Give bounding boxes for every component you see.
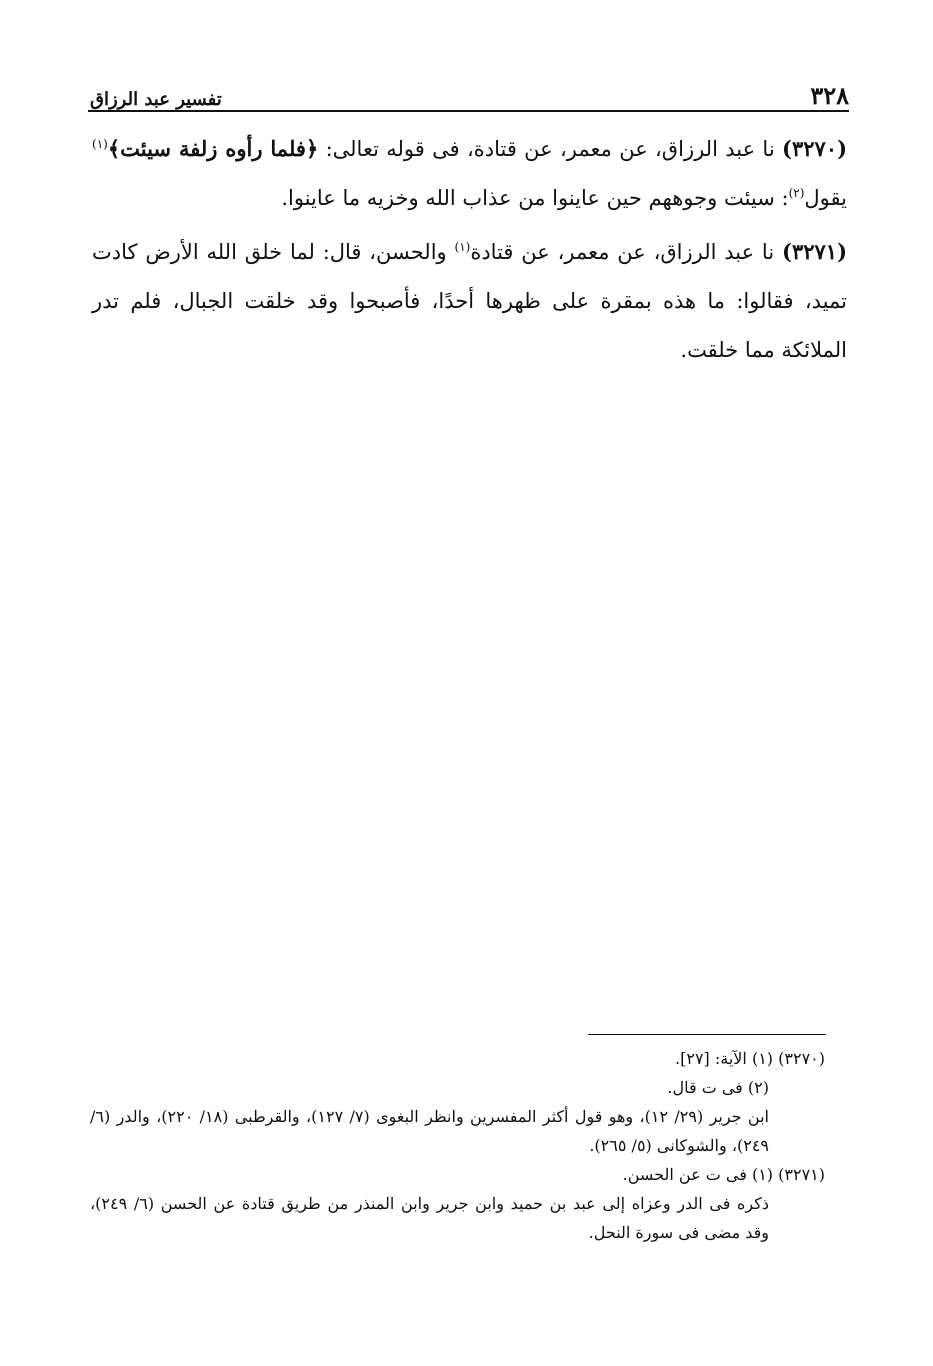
- entry-text: نا عبد الرزاق، عن معمر، عن قتادة، فى قوله تعالى:: [325, 137, 775, 161]
- footnote-marker: (٢): [788, 186, 805, 200]
- footnote: ابن جرير (٢٩/ ١٢)، وهو قول أكثر المفسرين وانظر البغوى (٧/ ١٢٧)، والقرطبى (١٨/ ٢٢٠)، والدر (٦/ ٢٤٩)، والشوكانى (٥/ ٢٦٥).: [90, 1107, 769, 1155]
- page-header: [90, 70, 849, 110]
- running-title: تفسير عبد الرزاق: [90, 89, 222, 110]
- entry-3270: [92, 124, 847, 223]
- footnote: ذكره فى الدر وعزاه إلى عبد بن حميد وابن جرير وابن المنذر من طريق قتادة عن الحسن (٦/ ٢٤٩)، وقد مضى فى سورة النحل.: [90, 1194, 770, 1242]
- footnote-marker: (١): [92, 137, 108, 151]
- header-rule: [88, 110, 849, 112]
- entry-number: (٣٢٧١): [782, 239, 847, 264]
- footnote-rule: [588, 1034, 826, 1035]
- footnotes: [90, 1044, 825, 1247]
- footnote-marker: (١): [454, 240, 471, 254]
- quran-verse: ﴿فلما رأوه زلفة سيئت﴾: [107, 136, 319, 161]
- footnote: (٣٢٧١) (١) فى ت عن الحسن.: [622, 1165, 825, 1184]
- main-text: [92, 124, 847, 379]
- entry-text: والحسن، قال: لما خلق الله الأرض كادت تميد، فقالوا: ما هذه بمقرة على ظهرها أحدًا، فأصبحوا وقد خلقت الجبال، فلم تدر الملائكة مما خلقت.: [92, 240, 847, 362]
- entry-text: يقول: [804, 186, 847, 210]
- page-number: ٣٢٨: [810, 81, 849, 110]
- footnote: (٣٢٧٠) (١) الآية: [٢٧].: [675, 1049, 825, 1068]
- entry-text: نا عبد الرزاق، عن معمر، عن قتادة: [470, 240, 775, 264]
- entry-3271: [92, 227, 847, 375]
- footnote: (٢) فى ت قال.: [667, 1078, 769, 1097]
- entry-text: : سيئت وجوههم حين عاينوا من عذاب الله وخزيه ما عاينوا.: [281, 186, 789, 210]
- entry-number: (٣٢٧٠): [782, 136, 847, 161]
